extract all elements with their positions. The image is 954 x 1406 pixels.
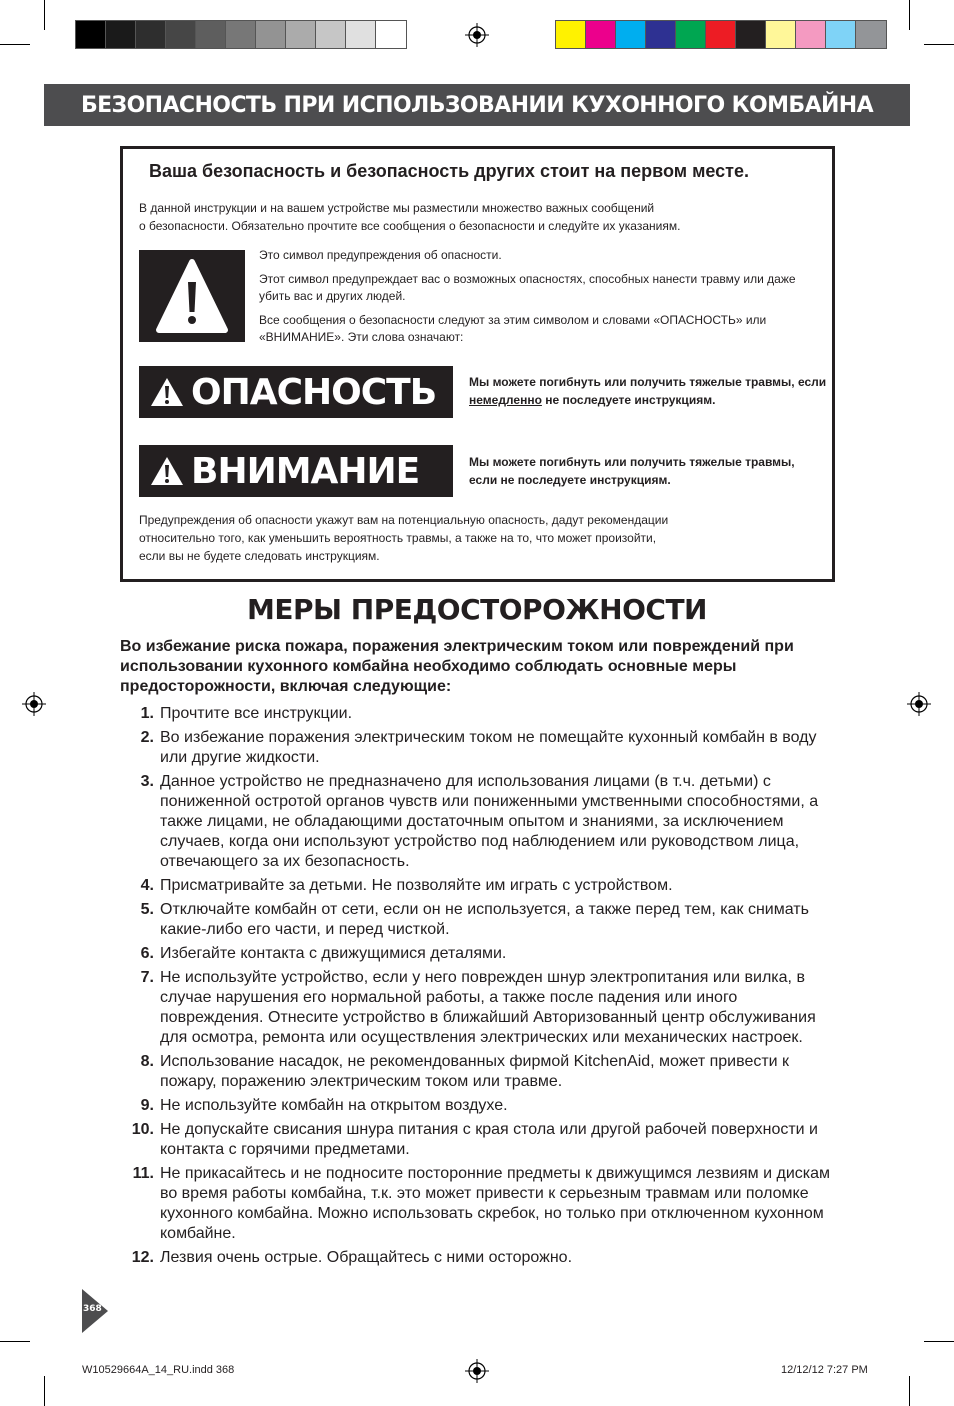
color-swatch xyxy=(616,21,646,48)
precautions-list xyxy=(120,704,840,1272)
file-slug: W10529664A_14_RU.indd 368 xyxy=(82,1364,235,1376)
precaution-item xyxy=(120,728,840,768)
danger-desc-emphasis: немедленно xyxy=(469,393,542,407)
danger-word: ОПАСНОСТЬ xyxy=(191,371,437,413)
precautions-title: МЕРЫ ПРЕДОСТОРОЖНОСТИ xyxy=(247,593,707,626)
precaution-number: 10. xyxy=(131,1121,154,1138)
precaution-item xyxy=(120,1164,840,1244)
precautions-intro: Во избежание риска пожара, поражения электрическим током или повреждений при использовании кухонного комбайна необходимо соблюдать основные меры предосторожности, включая следующие: xyxy=(120,638,794,695)
precaution-number: 8. xyxy=(140,1053,154,1070)
gray-color-bar xyxy=(75,20,407,49)
symbol-text: Этот символ предупреждает вас о возможных опасностях, способных нанести травму или даже убить вас и других людей. xyxy=(259,272,796,303)
color-swatch xyxy=(676,21,706,48)
registration-mark-icon xyxy=(465,23,489,47)
warning-signal-word xyxy=(139,445,453,497)
gray-swatch xyxy=(106,21,136,48)
crop-mark xyxy=(44,0,45,30)
precaution-item xyxy=(120,944,840,964)
gray-swatch xyxy=(376,21,406,48)
crop-mark xyxy=(909,0,910,30)
banner-title: БЕЗОПАСНОСТЬ ПРИ ИСПОЛЬЗОВАНИИ КУХОННОГО КОМБАЙНА xyxy=(80,92,874,118)
danger-triangle-icon xyxy=(149,376,185,408)
crop-mark xyxy=(0,44,30,45)
gray-swatch xyxy=(346,21,376,48)
precaution-number: 3. xyxy=(140,773,154,790)
precaution-number: 6. xyxy=(140,945,154,962)
symbol-text: Это символ предупреждения об опасности. xyxy=(259,248,502,262)
precaution-item xyxy=(120,1096,840,1116)
color-swatch xyxy=(826,21,856,48)
page-number: 368 xyxy=(83,1304,102,1314)
precaution-number: 4. xyxy=(140,877,154,894)
registration-mark-icon xyxy=(465,1359,489,1383)
warning-triangle-icon xyxy=(149,455,185,487)
danger-description xyxy=(469,373,834,409)
date-slug: 12/12/12 7:27 PM xyxy=(781,1364,868,1376)
gray-swatch xyxy=(136,21,166,48)
color-swatch xyxy=(856,21,886,48)
safety-box xyxy=(120,146,835,582)
gray-swatch xyxy=(76,21,106,48)
page-number-tab xyxy=(82,1289,108,1333)
precaution-text: Прочтите все инструкции. xyxy=(160,705,353,722)
safety-footer xyxy=(139,511,819,565)
precaution-item xyxy=(120,1248,840,1268)
danger-desc-text: Мы можете погибнуть или получить тяжелые травмы, если xyxy=(469,375,827,389)
precaution-number: 12. xyxy=(131,1249,154,1266)
safety-intro-line: В данной инструкции и на вашем устройстве мы разместили множество важных сообщений xyxy=(139,201,655,215)
precaution-item xyxy=(120,968,840,1048)
precaution-text: Не используйте комбайн на открытом воздухе. xyxy=(160,1097,508,1114)
safety-footer-line: Предупреждения об опасности укажут вам на потенциальную опасность, дадут рекомендации xyxy=(139,513,669,527)
process-color-bar xyxy=(555,20,887,49)
warning-triangle-icon xyxy=(139,250,245,342)
warning-description: Мы можете погибнуть или получить тяжелые травмы, если не последуете инструкциям. xyxy=(469,455,795,487)
color-swatch xyxy=(646,21,676,48)
gray-swatch xyxy=(316,21,346,48)
precaution-text: Избегайте контакта с движущимися деталями. xyxy=(160,945,507,962)
color-swatch xyxy=(796,21,826,48)
safety-intro xyxy=(139,199,829,235)
section-banner xyxy=(44,84,910,126)
registration-mark-icon xyxy=(907,692,931,716)
gray-swatch xyxy=(256,21,286,48)
gray-swatch xyxy=(166,21,196,48)
safety-footer-line: относительно того, как уменьшить вероятность травмы, а также на то, что может произойти, xyxy=(139,531,657,545)
color-swatch xyxy=(706,21,736,48)
precaution-text: Лезвия очень острые. Обращайтесь с ними осторожно. xyxy=(160,1249,573,1266)
safety-footer-line: если вы не будете следовать инструкциям. xyxy=(139,549,380,563)
color-swatch xyxy=(556,21,586,48)
precaution-text: Присматривайте за детьми. Не позволяйте им играть с устройством. xyxy=(160,877,673,894)
gray-swatch xyxy=(226,21,256,48)
precaution-text: Не прикасайтесь и не подносите посторонние предметы к движущимся лезвиям и дискам во время работы комбайна, т.к. это может привести к серьезным травмам или поломке кухонного комбайна. Можно использовать скребок, но только при отключенном кухонном комбайне. xyxy=(160,1165,831,1242)
danger-desc-text: не последуете инструкциям. xyxy=(541,393,716,407)
precaution-text: Отключайте комбайн от сети, если он не используется, а также перед тем, как снимать какие-либо его части, и перед чисткой. xyxy=(160,901,809,938)
safety-title: Ваша безопасность и безопасность других стоит на первом месте. xyxy=(149,161,749,181)
warning-word: ВНИМАНИЕ xyxy=(191,450,420,492)
symbol-explanation xyxy=(259,247,819,353)
precaution-number: 1. xyxy=(140,705,154,722)
precaution-item xyxy=(120,772,840,872)
precaution-number: 9. xyxy=(140,1097,154,1114)
gray-swatch xyxy=(286,21,316,48)
precaution-number: 2. xyxy=(140,729,154,746)
registration-mark-icon xyxy=(22,692,46,716)
precaution-item xyxy=(120,900,840,940)
crop-mark xyxy=(44,1376,45,1406)
precaution-number: 7. xyxy=(140,969,154,986)
symbol-text: Все сообщения о безопасности следуют за этим символом и словами «ОПАСНОСТЬ» или «ВНИМАНИЕ». Эти слова означают: xyxy=(259,313,767,344)
precaution-text: Не допускайте свисания шнура питания с края стола или другой рабочей поверхности и контакта с горячими предметами. xyxy=(160,1121,818,1158)
danger-signal-word xyxy=(139,366,453,418)
precaution-item xyxy=(120,876,840,896)
precaution-text: Во избежание поражения электрическим током не помещайте кухонный комбайн в воду или другие жидкости. xyxy=(160,729,817,766)
precaution-text: Использование насадок, не рекомендованных фирмой KitchenAid, может привести к пожару, поражению электрическим током или травме. xyxy=(160,1053,790,1090)
precaution-number: 11. xyxy=(132,1165,154,1182)
precaution-text: Не используйте устройство, если у него поврежден шнур электропитания или вилка, в случае нарушения его нормальной работы, а также после падения или иного повреждения. Отнесите устройство в ближайший Авторизованный центр обслуживания для осмотра, ремонта или осуществления электрических или механических настроек. xyxy=(160,969,816,1046)
precaution-item xyxy=(120,1052,840,1092)
precaution-number: 5. xyxy=(140,901,154,918)
safety-intro-line: о безопасности. Обязательно прочтите все сообщения о безопасности и следуйте их указаниям. xyxy=(139,219,681,233)
crop-mark xyxy=(924,44,954,45)
crop-mark xyxy=(924,1341,954,1342)
precaution-item xyxy=(120,704,840,724)
precaution-item xyxy=(120,1120,840,1160)
crop-mark xyxy=(909,1376,910,1406)
color-swatch xyxy=(736,21,766,48)
gray-swatch xyxy=(196,21,226,48)
crop-mark xyxy=(0,1341,30,1342)
color-swatch xyxy=(766,21,796,48)
color-swatch xyxy=(586,21,616,48)
precaution-text: Данное устройство не предназначено для использования лицами (в т.ч. детьми) с пониженной остротой органов чувств или пониженными умственными способностями, а также лицами, не обладающими достаточным опытом и знаниями, за исключением случаев, когда они используют устройство под наблюдением или руководством лица, отвечающего за их безопасность. xyxy=(160,773,819,870)
